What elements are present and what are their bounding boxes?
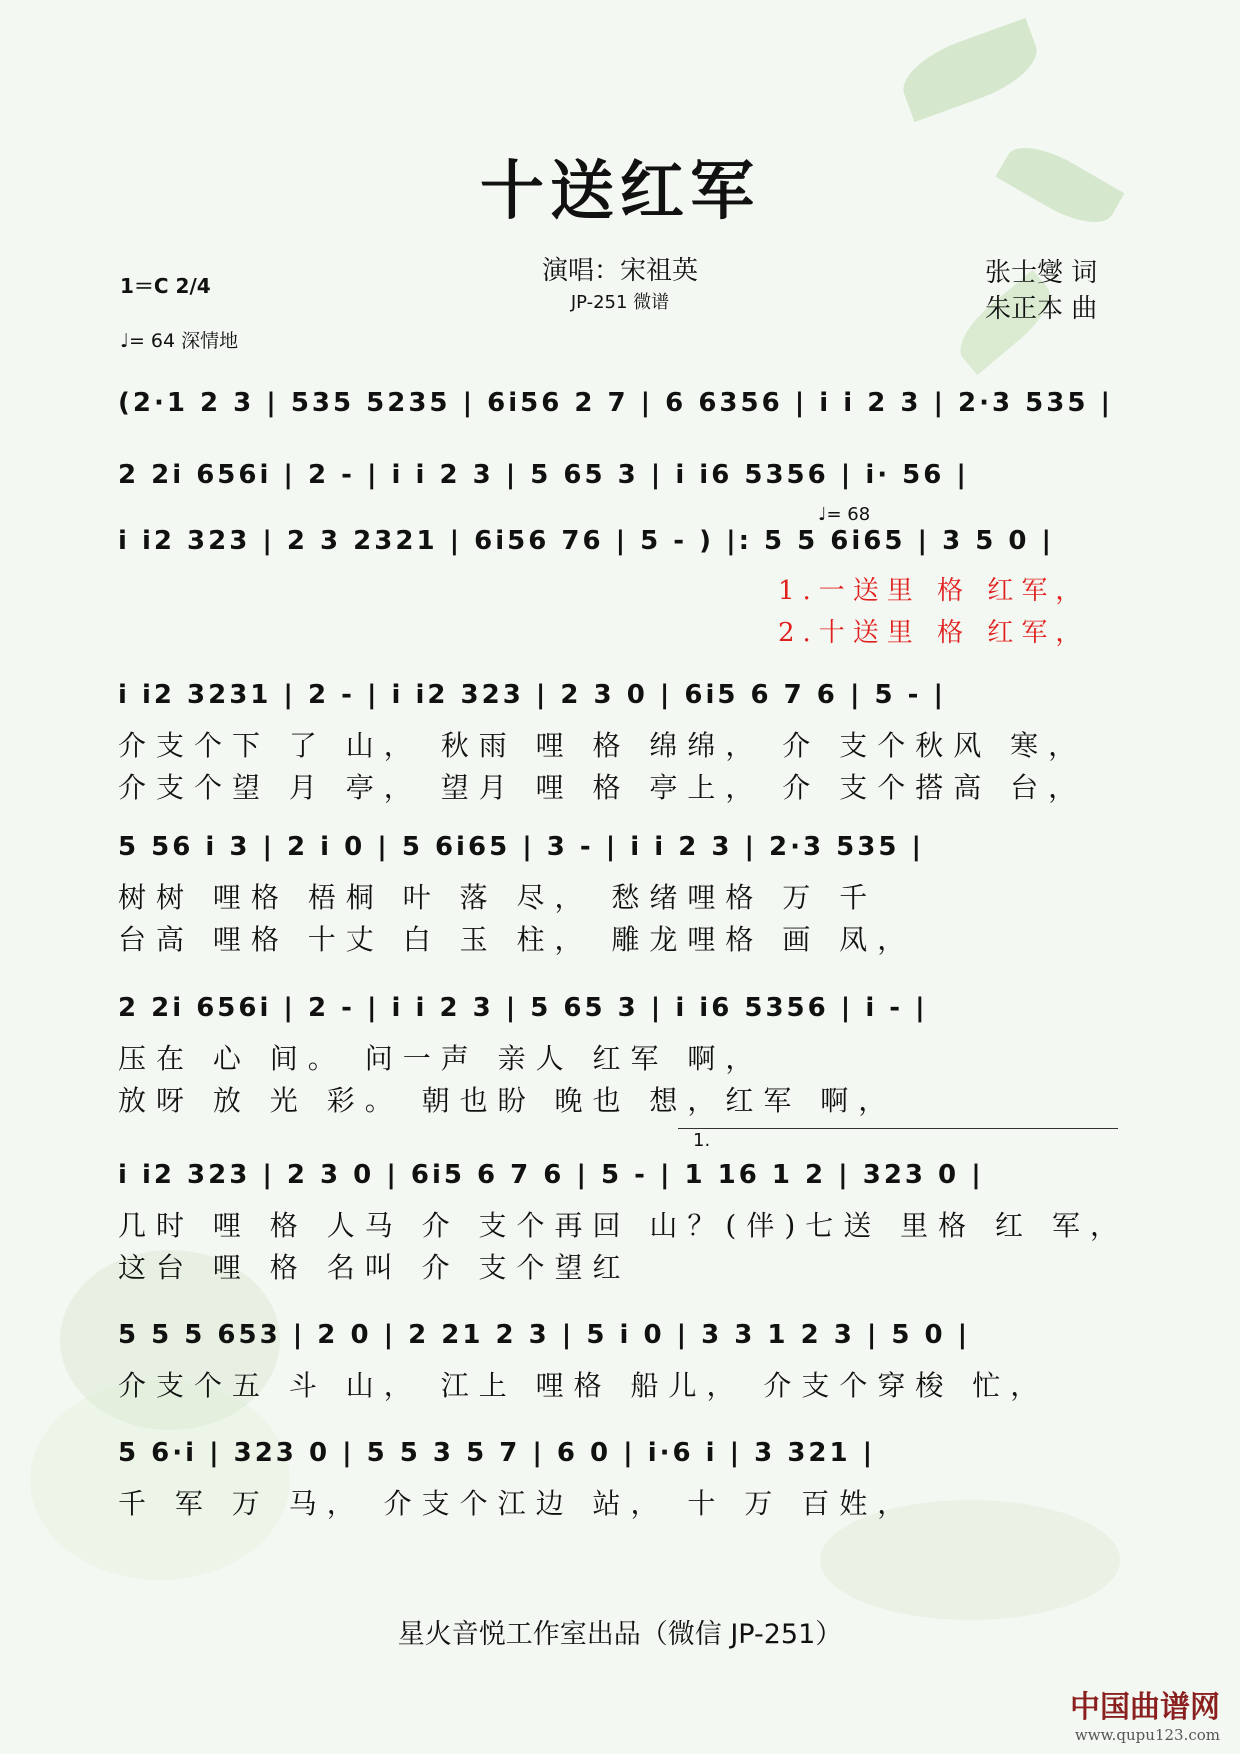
page-title: 十送红军 xyxy=(480,154,760,229)
lyric-verse1: 1.一送里 格 红军， xyxy=(778,576,1090,606)
lyric-line: 介支个下 了 山， 秋雨 哩 格 绵绵， 介 支个秋风 寒， xyxy=(118,729,1087,762)
notes: (2·1 2 3 | 535 5235 | 6i56 2 7 | 6 6356 | i i 2 3 | 2·3 535 | xyxy=(118,388,1113,418)
notes: i i2 323 | 2 3 0 | 6i5 6 7 6 | 5 - | 1 16 1 2 | 323 0 | xyxy=(118,1160,984,1190)
lyric-line: 台高 哩格 十丈 白 玉 柱， 雕龙哩格 画 凤， xyxy=(118,923,916,956)
site-watermark xyxy=(1070,1682,1220,1744)
notes: 2 2i 656i | 2 - | i i 2 3 | 5 65 3 | i i6 5356 | i· 56 | xyxy=(118,460,969,490)
notes: 5 56 i 3 | 2 i 0 | 5 6i65 | 3 - | i i 2 3 | 2·3 535 | xyxy=(118,832,924,862)
lyric-line: 千 军 万 马， 介支个江边 站， 十 万 百姓， xyxy=(118,1487,916,1520)
volta-line xyxy=(678,1128,1118,1129)
composer: 朱正本 曲 xyxy=(985,294,1098,324)
lyric-verse2: 2.十送里 格 红军， xyxy=(778,618,1090,648)
notes: 2 2i 656i | 2 - | i i 2 3 | 5 65 3 | i i6 5356 | i - | xyxy=(118,993,928,1023)
notes: i i2 3231 | 2 - | i i2 323 | 2 3 0 | 6i5 6 7 6 | 5 - | xyxy=(118,680,946,710)
tempo-change: ♩= 68 xyxy=(818,504,871,525)
key-signature: 1＝C 2/4 xyxy=(120,274,211,298)
watermark-url: www.qupu123.com xyxy=(1074,1726,1220,1744)
publisher-footer: 星火音悦工作室出品（微信 JP-251） xyxy=(397,1619,843,1650)
notes: 5 5 5 653 | 2 0 | 2 21 2 3 | 5 i 0 | 3 3 1 2 3 | 5 0 | xyxy=(118,1320,971,1350)
lyric-line: 这台 哩 格 名叫 介 支个望红 xyxy=(118,1251,631,1284)
arranger: JP-251 微谱 xyxy=(570,292,670,313)
lyric-line: 压在 心 间。 问一声 亲人 红军 啊， xyxy=(118,1042,764,1075)
watermark-text: 中国曲谱网 xyxy=(1070,1690,1220,1725)
notes: i i2 323 | 2 3 2321 | 6i56 76 | 5 - ) |: 5 5 6i65 | 3 5 0 | xyxy=(118,526,1055,556)
lyric-line: 放呀 放 光 彩。 朝也盼 晚也 想，红军 啊， xyxy=(118,1084,897,1117)
notes: 5 6·i | 323 0 | 5 5 3 5 7 | 6 0 | i·6 i | 3 321 | xyxy=(118,1438,876,1468)
volta-bracket: 1. xyxy=(693,1130,711,1151)
singer: 演唱：宋祖英 xyxy=(541,256,698,286)
lyric-line: 几时 哩 格 人马 介 支个再回 山？(伴)七送 里格 红 军， xyxy=(118,1209,1128,1242)
lyricist: 张士燮 词 xyxy=(985,258,1098,288)
lyric-line: 介支个望 月 亭， 望月 哩 格 亭上， 介 支个搭高 台， xyxy=(118,771,1087,804)
tempo-marking: ♩= 64 深情地 xyxy=(120,330,239,352)
lyric-line: 介支个五 斗 山， 江上 哩格 船儿， 介支个穿梭 忙， xyxy=(118,1369,1049,1402)
lyric-line: 树树 哩格 梧桐 叶 落 尽， 愁绪哩格 万 千 xyxy=(118,881,878,914)
